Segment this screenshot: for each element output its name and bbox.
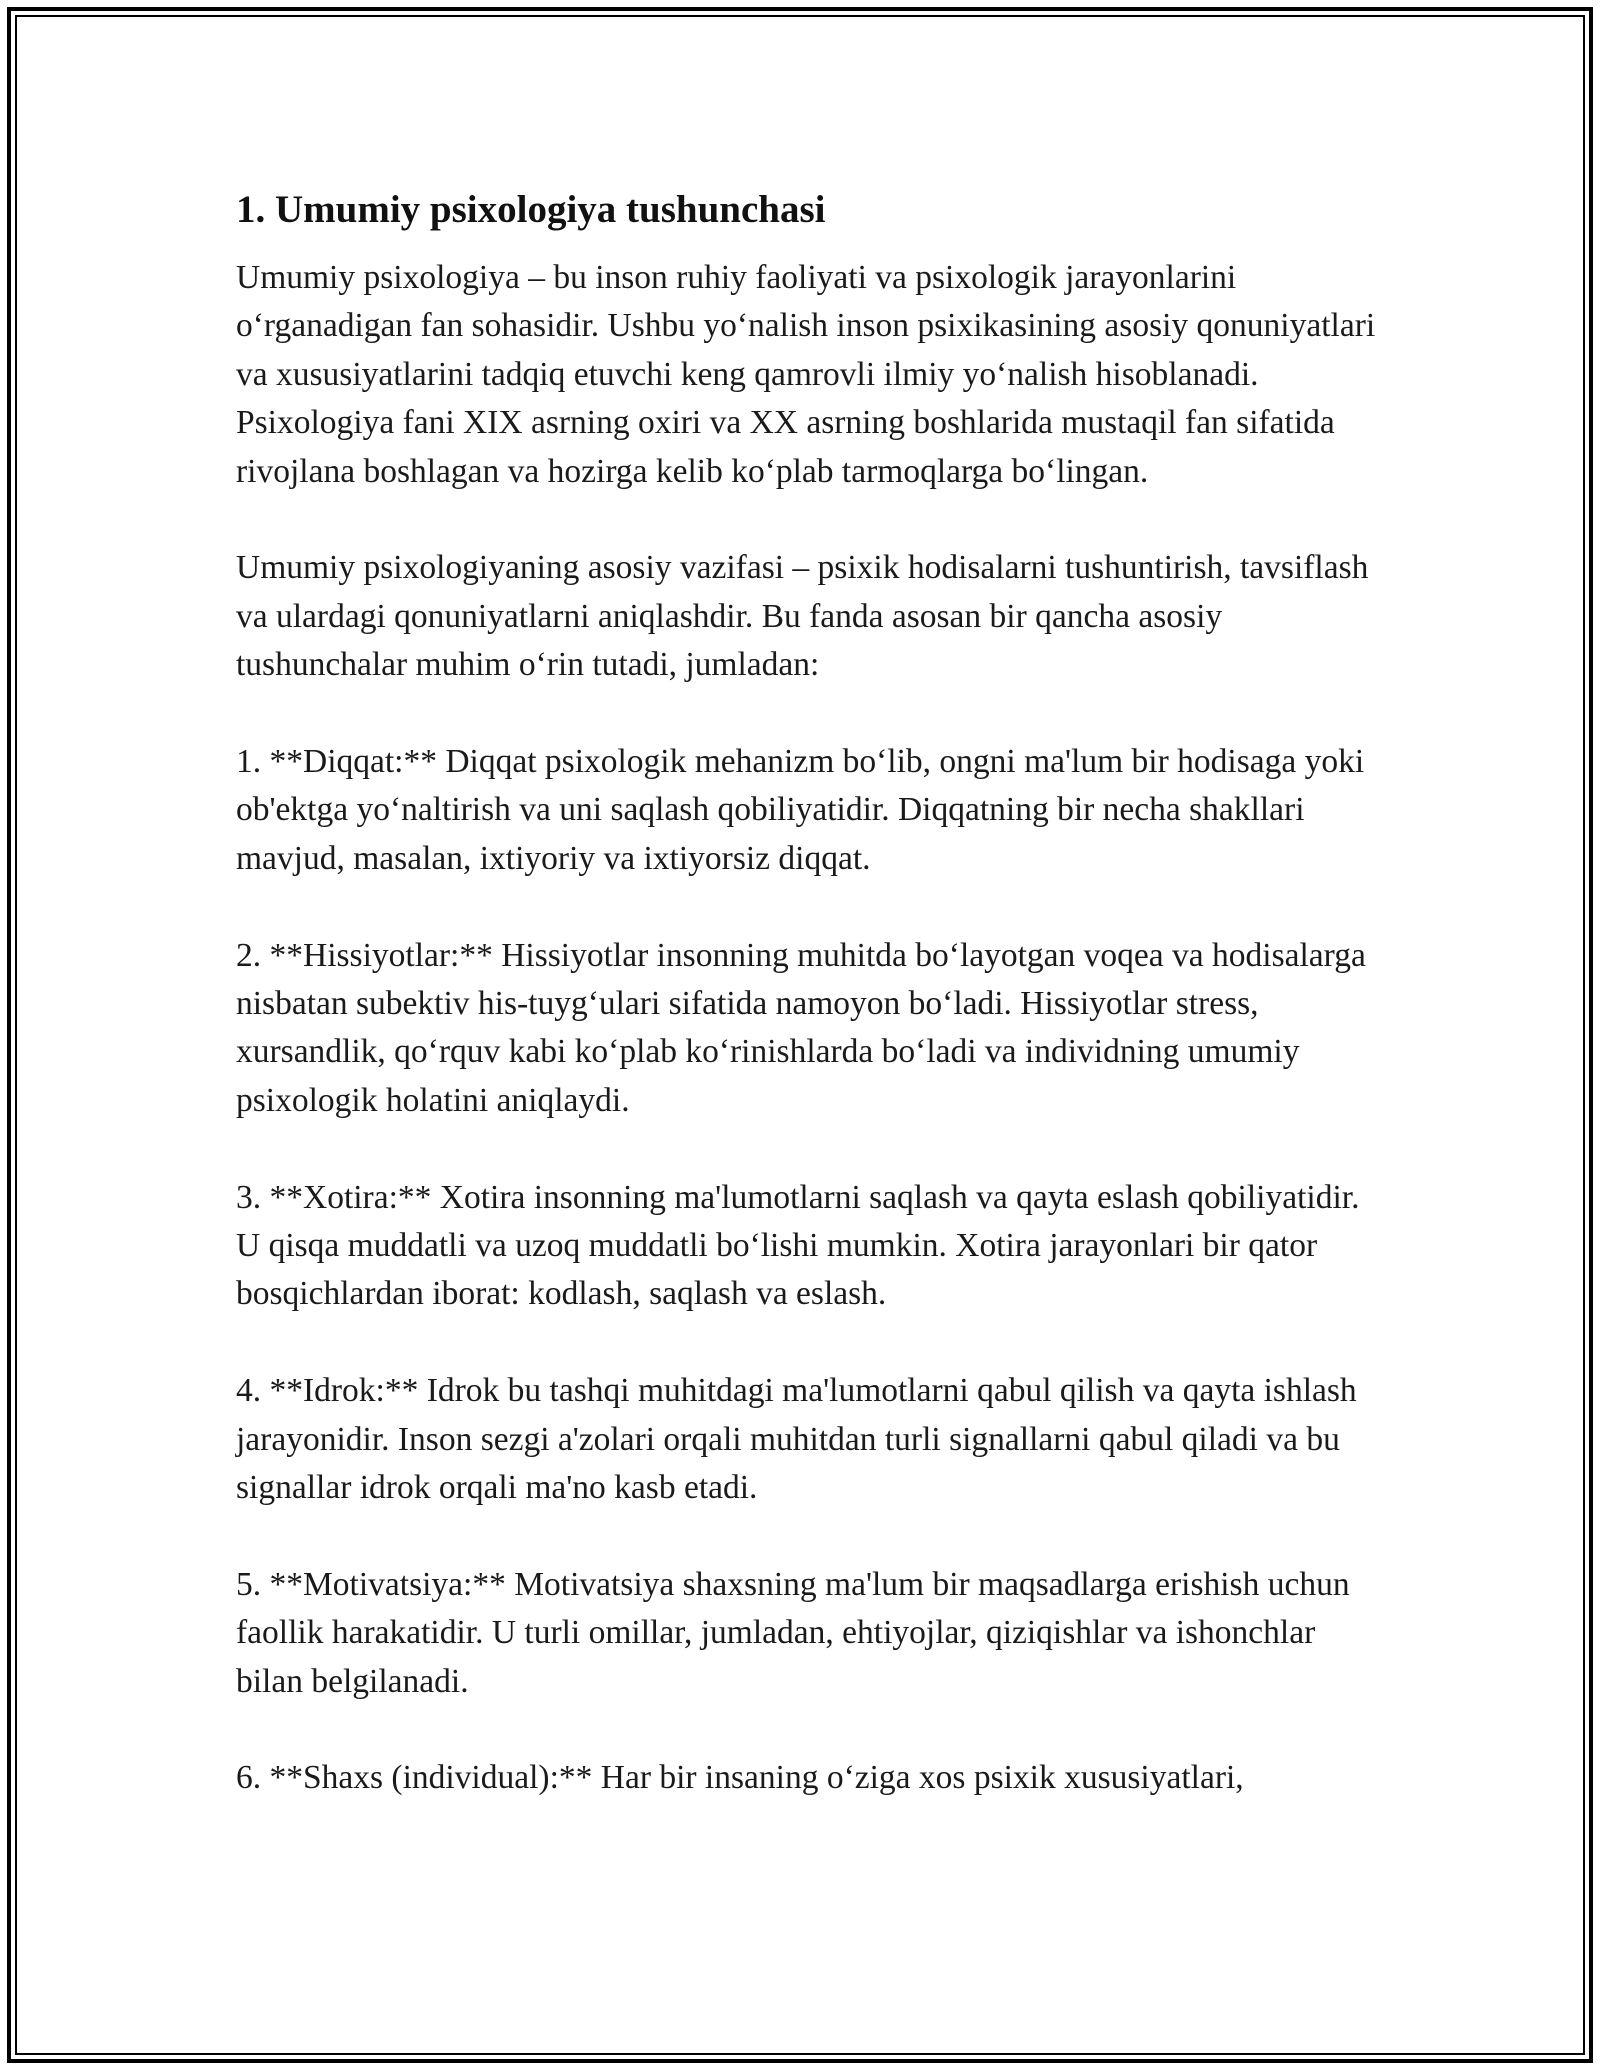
list-item-idrok: 4. **Idrok:** Idrok bu tashqi muhitdagi ma'lumotlarni qabul qilish va qayta ishlash jarayonidir. Inson sezgi a'zolari orqali muhitdan turli signallarni qabul qiladi va bu signallar idrok orqali ma'no kasb etadi. bbox=[236, 1372, 1357, 1507]
list-item-hissiyotlar: 2. **Hissiyotlar:** Hissiyotlar insonning muhitda bo‘layotgan voqea va hodisalarga nisbatan subektiv his-tuyg‘ulari sifatida namoyon bo‘ladi. Hissiyotlar stress, xursandlik, qo‘rquv kabi ko‘plab ko‘rinishlarda bo‘ladi va individning umumiy psixologik holatini aniqlaydi. bbox=[236, 936, 1366, 1119]
section-heading: 1. Umumiy psixologiya tushunchasi bbox=[236, 188, 826, 231]
list-item-motivatsiya: 5. **Motivatsiya:** Motivatsiya shaxsning ma'lum bir maqsadlarga erishish uchun faollik harakatidir. U turli omillar, jumladan, ehtiyojlar, qiziqishlar va ishonchlar bilan belgilanadi. bbox=[236, 1565, 1350, 1700]
list-item-diqqat: 1. **Diqqat:** Diqqat psixologik mehanizm bo‘lib, ongni ma'lum bir hodisaga yoki ob'ektga yo‘naltirish va uni saqlash qobiliyatidir. Diqqatning bir necha shakllari mavjud, masalan, ixtiyoriy va ixtiyorsiz diqqat. bbox=[236, 743, 1365, 877]
document-body bbox=[236, 186, 1376, 1803]
paragraph-tasks: Umumiy psixologiyaning asosiy vazifasi – psixik hodisalarni tushuntirish, tavsiflash va ulardagi qonuniyatlarni aniqlashdir. Bu fanda asosan bir qancha asosiy tushunchalar muhim o‘rin tutadi, jumladan: bbox=[236, 549, 1369, 684]
list-item-xotira: 3. **Xotira:** Xotira insonning ma'lumotlarni saqlash va qayta eslash qobiliyatidir. U qisqa muddatli va uzoq muddatli bo‘lishi mumkin. Xotira jarayonlari bir qator bosqichlardan iborat: kodlash, saqlash va eslash. bbox=[236, 1178, 1360, 1313]
paragraph-intro: Umumiy psixologiya – bu inson ruhiy faoliyati va psixologik jarayonlarini o‘rganadigan fan sohasidir. Ushbu yo‘nalish inson psixikasining asosiy qonuniyatlari va xususiyatlarini tadqiq etuvchi keng qamrovli ilmiy yo‘nalish hisoblanadi. Psixologiya fani XIX asrning oxiri va XX asrning boshlarida mustaqil fan sifatida rivojlana boshlagan va hozirga kelib ko‘plab tarmoqlarga bo‘lingan. bbox=[236, 259, 1376, 490]
list-item-shaxs: 6. **Shaxs (individual):** Har bir insaning o‘ziga xos psixik xususiyatlari, bbox=[236, 1759, 1244, 1797]
